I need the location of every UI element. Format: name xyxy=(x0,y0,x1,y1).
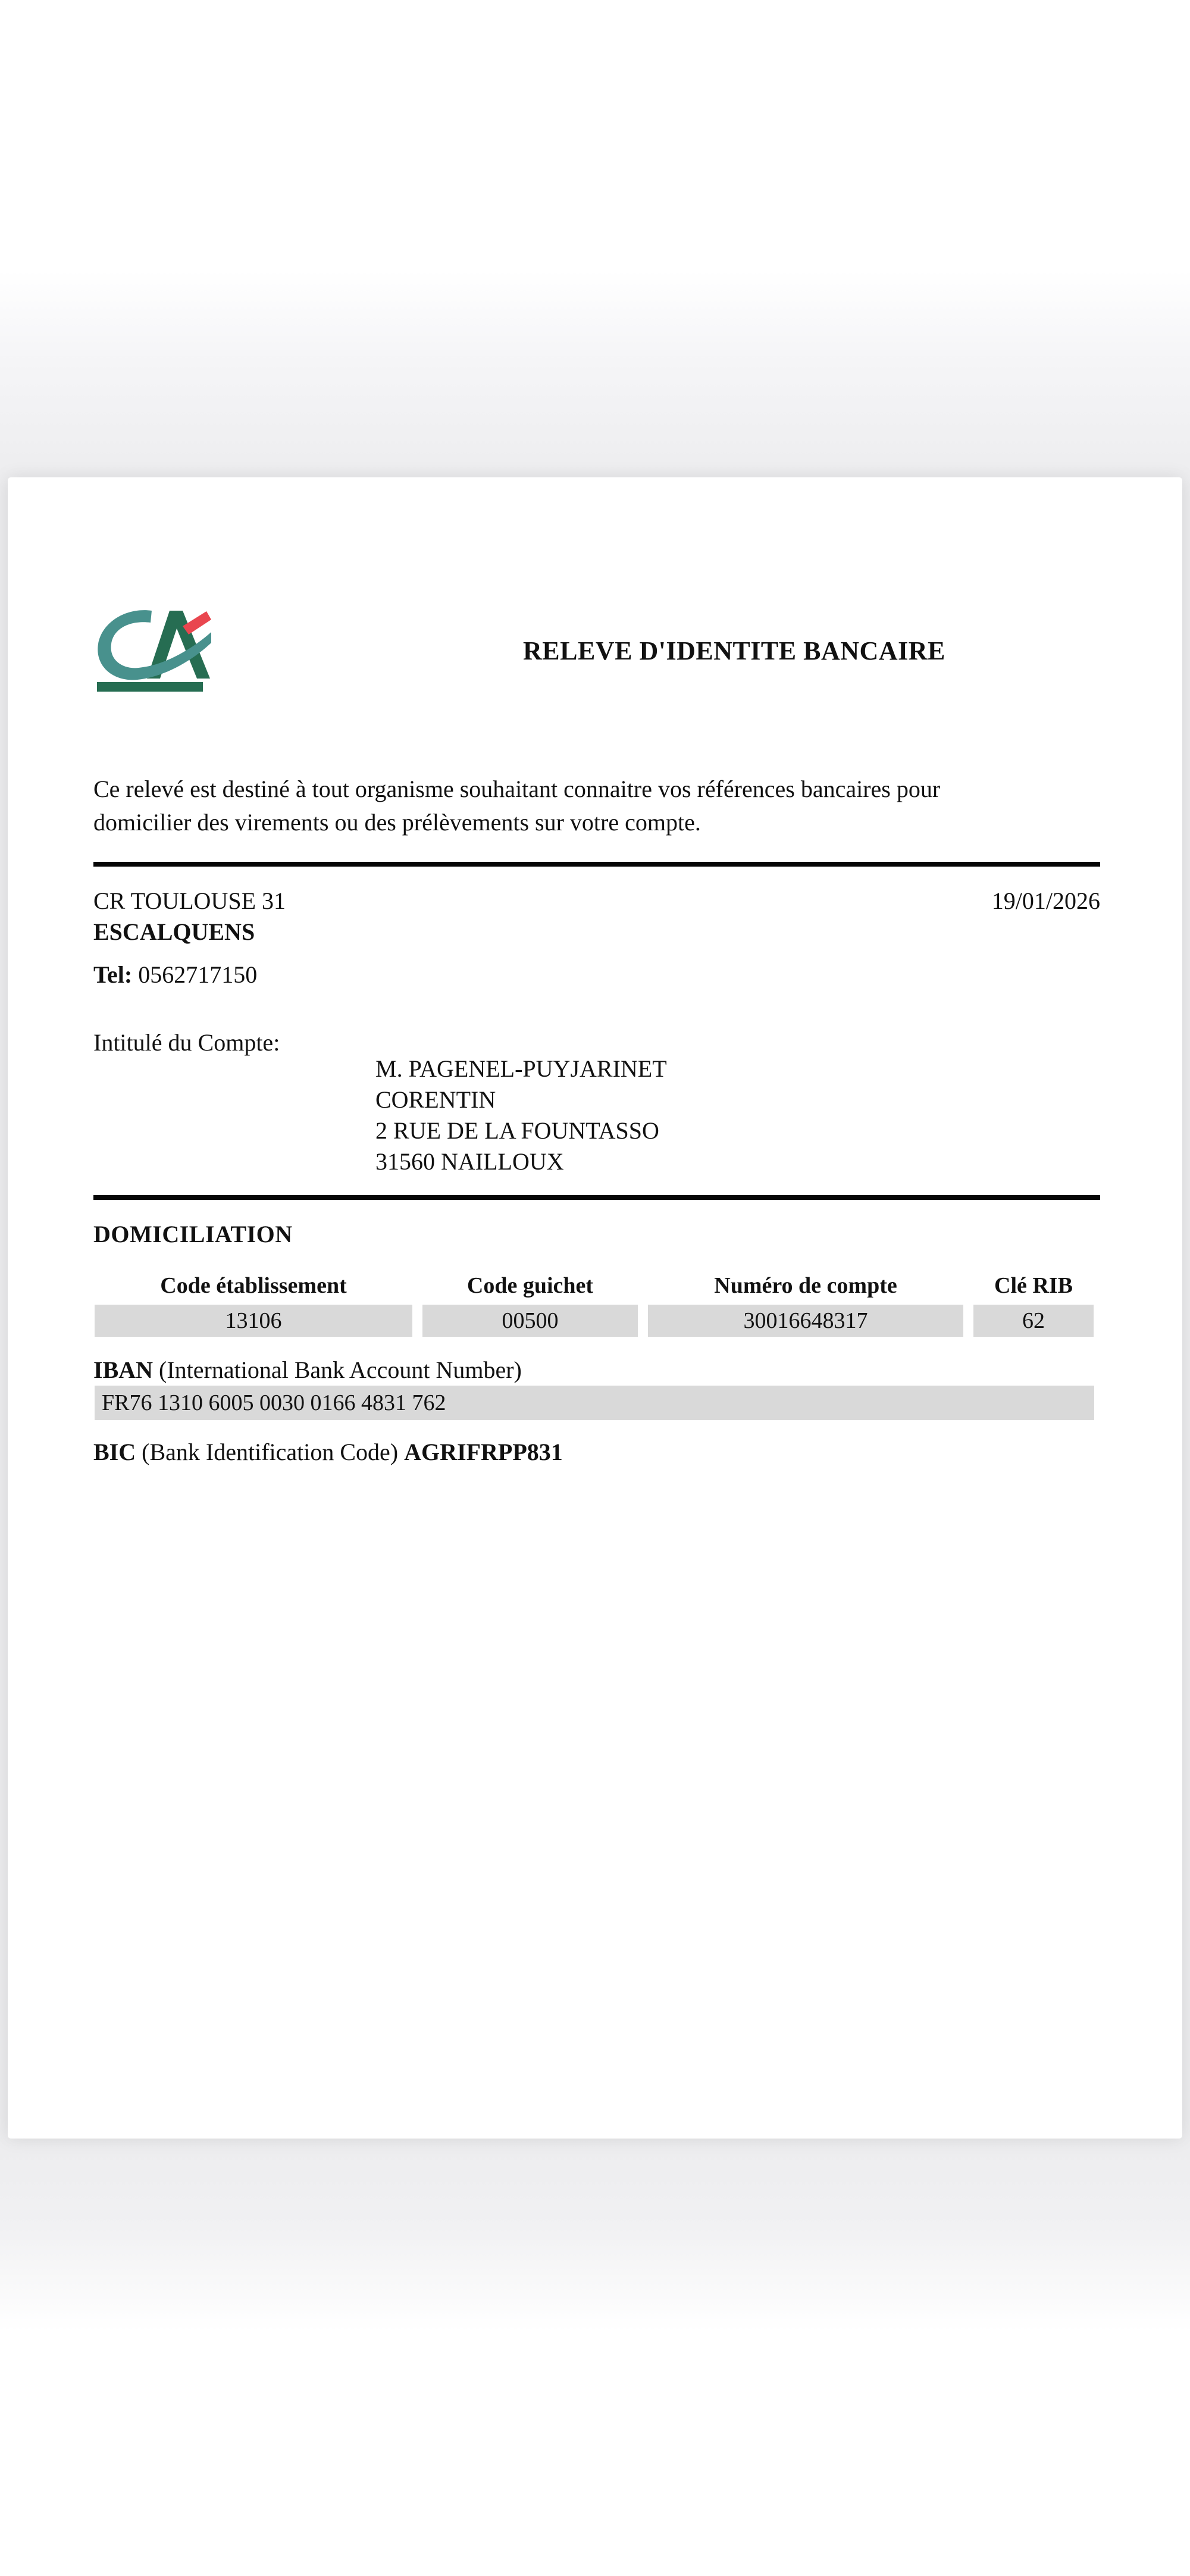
rib-table-value-code-etablissement: 13106 xyxy=(95,1305,412,1337)
horizontal-rule-top xyxy=(93,862,1100,867)
telephone-label: Tel: xyxy=(93,961,133,988)
domiciliation-heading: DOMICILIATION xyxy=(93,1221,293,1248)
telephone-line xyxy=(93,961,257,989)
branch-city: ESCALQUENS xyxy=(93,918,255,945)
document-title: RELEVE D'IDENTITE BANCAIRE xyxy=(523,636,945,665)
document-date: 19/01/2026 xyxy=(991,887,1100,914)
iban-label: IBAN xyxy=(93,1356,154,1383)
rib-table-header-code-etablissement: Code établissement xyxy=(160,1273,347,1298)
intro-paragraph xyxy=(93,773,940,839)
intro-line-1: Ce relevé est destiné à tout organisme souhaitant connaitre vos références bancaires pour xyxy=(93,776,941,802)
account-holder-line: 31560 NAILLOUX xyxy=(375,1148,564,1175)
account-holder-label: Intitulé du Compte: xyxy=(93,1029,280,1056)
account-holder-line: M. PAGENEL-PUYJARINET xyxy=(375,1055,667,1082)
rib-table-value-cle-rib: 62 xyxy=(973,1305,1094,1337)
branch-name: CR TOULOUSE 31 xyxy=(93,887,286,914)
telephone-value: 0562717150 xyxy=(138,961,258,988)
bic-label: BIC xyxy=(93,1439,136,1465)
intro-line-2: domicilier des virements ou des prélèvements sur votre compte. xyxy=(93,809,701,836)
credit-agricole-logo-icon xyxy=(93,605,215,694)
iban-value: FR76 1310 6005 0030 0166 4831 762 xyxy=(102,1390,446,1415)
iban-value-bar xyxy=(95,1386,1094,1420)
account-holder-line: CORENTIN xyxy=(375,1086,496,1113)
account-holder-address xyxy=(375,1053,667,1177)
rib-table xyxy=(95,1270,1094,1337)
bic-value: AGRIFRPP831 xyxy=(404,1439,563,1465)
branch-row xyxy=(93,887,1100,915)
rib-document-page xyxy=(8,477,1182,2139)
rib-table-header-cle-rib: Clé RIB xyxy=(994,1273,1073,1298)
iban-label-suffix: (International Bank Account Number) xyxy=(153,1356,522,1383)
bic-label-suffix: (Bank Identification Code) xyxy=(136,1439,405,1465)
rib-table-value-code-guichet: 00500 xyxy=(422,1305,638,1337)
account-holder-line: 2 RUE DE LA FOUNTASSO xyxy=(375,1117,659,1144)
bic-line xyxy=(93,1438,563,1466)
horizontal-rule-domiciliation xyxy=(93,1195,1100,1200)
rib-table-header-numero-compte: Numéro de compte xyxy=(714,1273,897,1298)
iban-label-line xyxy=(93,1356,522,1384)
rib-table-header-code-guichet: Code guichet xyxy=(466,1273,594,1298)
rib-table-value-numero-compte: 30016648317 xyxy=(648,1305,963,1337)
